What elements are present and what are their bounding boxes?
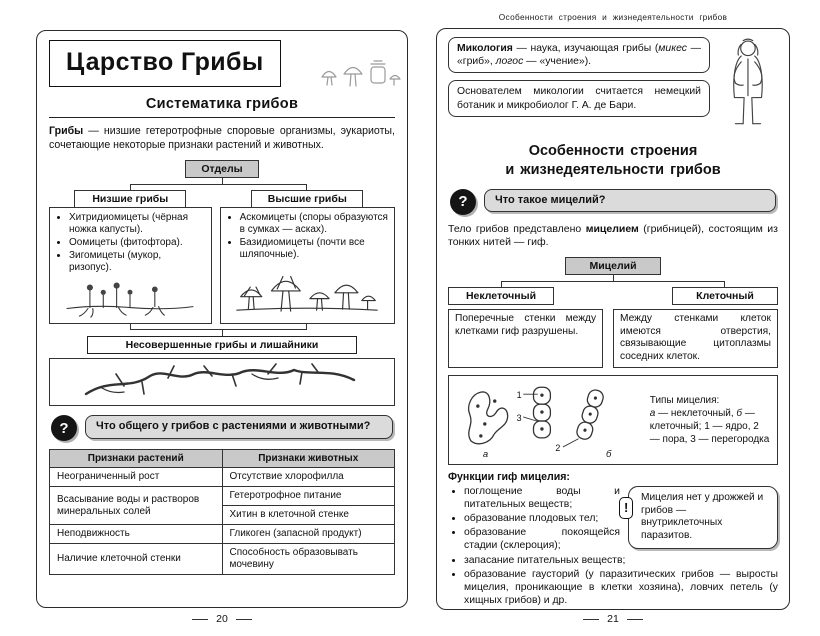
tree-root-otdely: Отделы	[185, 160, 259, 178]
low-fungi-list	[58, 212, 205, 275]
list-item: • Базидиомицеты (почти все шляпочные).	[240, 237, 388, 261]
table-cell: Наличие клеточной стенки	[50, 544, 223, 575]
list-item: • Оомицеты (фитофтора).	[69, 237, 205, 249]
table-cell: Гетеротрофное питание	[222, 487, 395, 506]
noncellular-title: Неклеточный	[448, 287, 554, 305]
page-number-left	[36, 613, 408, 625]
mycelium-figure-box	[448, 375, 778, 465]
mycelium-type-descriptions	[448, 309, 778, 368]
table-header-plants: Признаки растений	[50, 450, 223, 468]
cellular-description: Между стенками клеток имеются отверстия, связывающие цитоплазмы соседних клеток.	[613, 309, 778, 368]
scientist-illustration	[718, 37, 776, 135]
mushroom-doodles-icon	[316, 49, 402, 89]
page-number-dash	[236, 619, 252, 620]
table-row	[50, 487, 395, 506]
page-number: 20	[216, 613, 228, 625]
list-item: • образование гаусторий (у паразитических грибов — выросты мицелия, проникающие в клетки хозяина), ловчих петель (у хищных грибов) и др.	[464, 568, 778, 607]
high-fungi-title: Высшие грибы	[251, 190, 363, 208]
figure-caption-body	[650, 407, 771, 446]
left-page	[36, 30, 408, 608]
body-text: Тело грибов представлено	[448, 222, 586, 235]
note-box	[624, 486, 778, 549]
mycelium-type-titles	[448, 287, 778, 305]
list-item: • образование плодовых тел;	[464, 512, 778, 525]
taxonomy-columns	[49, 190, 395, 325]
noncellular-description: Поперечные стенки между клетками гиф разрушены.	[448, 309, 603, 368]
list-item: • запасание питательных веществ;	[464, 554, 778, 567]
mycology-box	[448, 37, 710, 73]
body-text: (грибницей), состоящим из тонких нитей — гиф.	[448, 222, 778, 249]
high-fungi-box	[220, 207, 395, 325]
exclamation-icon: !	[619, 497, 633, 519]
intro-lead: Грибы	[49, 125, 84, 137]
figure-label-1: 1	[516, 390, 522, 401]
low-fungi-box	[49, 207, 212, 325]
mycelium-paragraph	[448, 223, 778, 250]
mycology-italic: микес	[658, 43, 687, 54]
table-cell: Неограниченный рост	[50, 468, 223, 487]
intro-row	[448, 37, 778, 135]
table-cell: Хитин в клеточной стенке	[222, 506, 395, 525]
question-text: Что такое мицелий?	[484, 189, 776, 213]
note-text: Мицелия нет у дрожжей и грибов — внутриклеточных паразитов.	[641, 491, 764, 542]
scientist-figure	[716, 37, 778, 135]
page-number-dash	[583, 619, 599, 620]
table-cell: Неподвижность	[50, 525, 223, 544]
high-fungi-list	[229, 212, 388, 262]
list-item: • Хитридиомицеты (чёрная ножка капусты).	[69, 212, 205, 236]
table-header-row	[50, 450, 395, 468]
figure-caption-head: Типы мицелия:	[649, 394, 720, 406]
page-title-line2: и жизнедеятельности грибов	[505, 161, 721, 178]
functions-heading: Функции гиф мицелия:	[448, 470, 570, 483]
mold-illustration	[60, 277, 200, 319]
mycology-text: — наука, изучающая грибы (	[512, 43, 659, 54]
low-fungi-column	[49, 190, 212, 325]
tree-connector	[130, 324, 306, 330]
figure-caption	[650, 394, 771, 446]
question-bar	[450, 189, 776, 215]
question-icon: ?	[450, 189, 476, 215]
running-head: Особенности строения и жизнедеятельности грибов	[498, 12, 728, 22]
table-cell: Отсутствие хлорофилла	[222, 468, 395, 487]
mycology-text: — «учение»).	[523, 56, 592, 68]
table-cell: Гликоген (запасной продукт)	[222, 525, 395, 544]
list-item: • Зигомицеты (мукор, ризопус).	[69, 250, 205, 274]
caption-italic-a: а	[649, 407, 656, 419]
list-item: • поглощение воды и питательных веществ;	[464, 485, 778, 511]
table-header-animals: Признаки животных	[222, 450, 395, 468]
mycelium-term: мицелием	[585, 222, 639, 235]
question-text: Что общего у грибов с растениями и животными?	[85, 415, 393, 439]
page-number-right	[436, 613, 790, 625]
figure-label-b: б	[606, 447, 612, 459]
functions-section	[448, 471, 778, 607]
question-icon: ?	[51, 415, 77, 441]
caption-italic-b: б	[736, 407, 743, 419]
cellular-title: Клеточный	[672, 287, 778, 305]
high-fungi-column	[220, 190, 395, 325]
table-cell: Способность образовывать мочевину	[222, 544, 395, 575]
page-title-line1: Особенности строения	[528, 143, 698, 159]
intro-text: — низшие гетеротрофные споровые организмы, эукариоты, сочетающие некоторые признаки растений и животных.	[49, 125, 395, 151]
question-bar	[51, 415, 393, 441]
section-heading: Систематика грибов	[49, 96, 395, 118]
table-row	[50, 525, 395, 544]
list-item: • Аскомицеты (споры образуются в сумках — асках).	[240, 212, 388, 236]
tree-root-mycelium: Мицелий	[565, 257, 661, 275]
low-fungi-title: Низшие грибы	[74, 190, 186, 208]
lichen-illustration	[72, 362, 372, 402]
right-page	[436, 28, 790, 610]
lichen-figure-box	[49, 358, 395, 406]
debari-box: Основателем микологии считается немецкий ботаник и микробиолог Г. А. де Бари.	[448, 80, 710, 116]
table-cell: Всасывание воды и растворов минеральных солей	[50, 487, 223, 525]
mycology-text: — «гриб»,	[457, 43, 702, 68]
info-column	[448, 37, 710, 135]
figure-label-2: 2	[555, 442, 561, 453]
page-title	[448, 142, 778, 180]
imperfect-fungi-title: Несовершенные грибы и лишайники	[87, 336, 357, 354]
mycology-term: Микология	[457, 43, 513, 54]
page-number: 21	[607, 613, 619, 625]
table-row	[50, 468, 395, 487]
intro-paragraph	[49, 125, 395, 153]
table-row	[50, 544, 395, 575]
chapter-title: Царство Грибы	[49, 40, 281, 87]
figure-label-a: а	[482, 447, 489, 459]
hyphae-illustration	[455, 379, 646, 461]
mushrooms-illustration	[232, 264, 382, 314]
comparison-table	[49, 449, 395, 575]
mycology-italic: логос	[495, 56, 524, 68]
page-number-dash	[192, 619, 208, 620]
list-item: • образование покоящейся стадии (склероция);	[464, 526, 778, 552]
caption-text: — неклеточный,	[655, 407, 737, 419]
figure-label-3: 3	[516, 412, 522, 423]
page-number-dash	[627, 619, 643, 620]
caption-text: — клеточный; 1 — ядро, 2 — пора, 3 — перегородка	[649, 407, 770, 445]
